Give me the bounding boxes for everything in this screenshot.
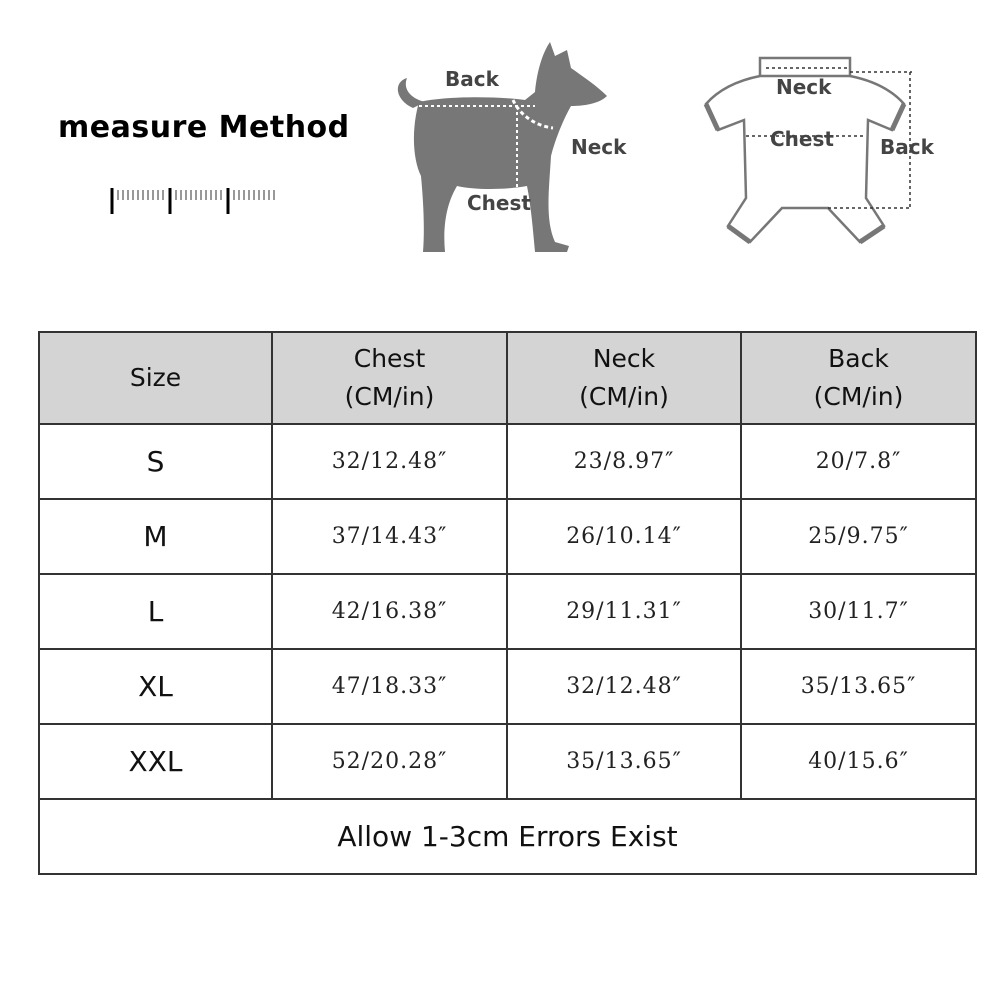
clothes-label-neck: Neck xyxy=(776,75,832,99)
size-chart-table xyxy=(38,331,977,875)
neck-cell: 32/12.48″ xyxy=(507,649,741,724)
header-chest: Chest (CM/in) xyxy=(272,332,507,424)
header-size: Size xyxy=(39,332,272,424)
neck-cell: 26/10.14″ xyxy=(507,499,741,574)
clothes-label-chest: Chest xyxy=(770,127,834,151)
back-cell: 35/13.65″ xyxy=(741,649,976,724)
header-neck: Neck (CM/in) xyxy=(507,332,741,424)
table-row xyxy=(39,724,976,799)
table-row xyxy=(39,499,976,574)
ruler-icon xyxy=(110,180,280,220)
dog-label-neck: Neck xyxy=(571,135,627,159)
back-cell: 40/15.6″ xyxy=(741,724,976,799)
error-tolerance-note: Allow 1-3cm Errors Exist xyxy=(39,799,976,874)
table-row xyxy=(39,424,976,499)
back-cell: 30/11.7″ xyxy=(741,574,976,649)
chest-cell: 42/16.38″ xyxy=(272,574,507,649)
chest-cell: 37/14.43″ xyxy=(272,499,507,574)
measure-method-title: measure Method xyxy=(58,110,350,145)
table-row xyxy=(39,649,976,724)
size-cell: S xyxy=(39,424,272,499)
chest-cell: 47/18.33″ xyxy=(272,649,507,724)
size-cell: L xyxy=(39,574,272,649)
neck-cell: 29/11.31″ xyxy=(507,574,741,649)
note-row xyxy=(39,799,976,874)
size-cell: XL xyxy=(39,649,272,724)
chest-cell: 52/20.28″ xyxy=(272,724,507,799)
header-back: Back (CM/in) xyxy=(741,332,976,424)
table-header-row xyxy=(39,332,976,424)
table-row xyxy=(39,574,976,649)
back-cell: 20/7.8″ xyxy=(741,424,976,499)
neck-cell: 23/8.97″ xyxy=(507,424,741,499)
dog-silhouette-icon xyxy=(385,30,645,260)
neck-cell: 35/13.65″ xyxy=(507,724,741,799)
size-cell: M xyxy=(39,499,272,574)
dog-label-back: Back xyxy=(445,67,499,91)
size-cell: XXL xyxy=(39,724,272,799)
dog-label-chest: Chest xyxy=(467,191,531,215)
chest-cell: 32/12.48″ xyxy=(272,424,507,499)
dog-jumpsuit-icon xyxy=(700,48,950,258)
back-cell: 25/9.75″ xyxy=(741,499,976,574)
clothes-label-back: Back xyxy=(880,135,934,159)
